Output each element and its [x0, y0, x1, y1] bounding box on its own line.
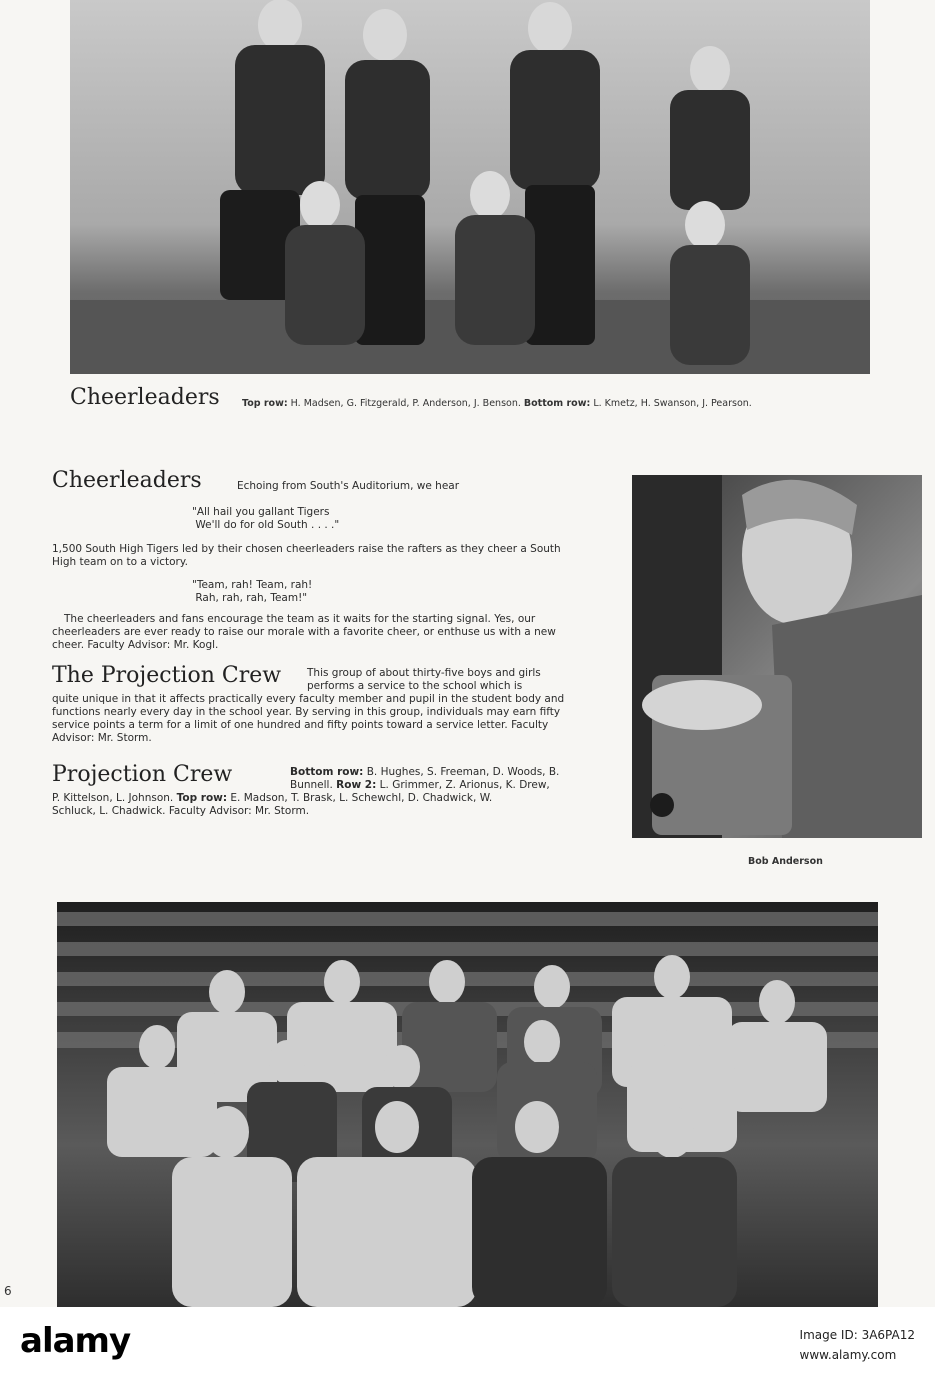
crew-caption-line2 [290, 779, 550, 792]
projection-article-heading: The Projection Crew [52, 663, 282, 688]
projectionist-figure [632, 475, 922, 838]
cheerleaders-figures [70, 0, 870, 374]
verse2-line2: Rah, rah, rah, Team!" [192, 592, 308, 604]
crew-caption-line3 [52, 792, 492, 805]
cheerleaders-para1: 1,500 South High Tigers led by their chosen cheerleaders raise the rafters as they cheer a South High team on to a victory. [52, 543, 561, 568]
crew-bottom-row-names: B. Hughes, S. Freeman, D. Woods, B. [366, 766, 560, 778]
footer-info [800, 1325, 915, 1365]
cheerleaders-photo [70, 0, 870, 374]
projection-crew-photo [57, 902, 878, 1307]
crew-line2-start: Bunnell. [290, 779, 333, 791]
bottom-row-label: Bottom row: [523, 398, 591, 409]
projection-text-line1: This group of about thirty-five boys and girls [307, 667, 541, 679]
crew-group-figures [57, 902, 878, 1307]
crew-top-row-names: E. Madson, T. Brask, L. Schewchl, D. Chadwick, W. [230, 792, 493, 804]
verse2-line1: "Team, rah! Team, rah! [192, 579, 313, 591]
cheerleaders-article-heading: Cheerleaders [52, 468, 202, 493]
cheerleaders-para2: The cheerleaders and fans encourage the team as it waits for the starting signal. Yes, our cheerleaders are ever ready to raise our morale with a favorite cheer, or enthuse us with a new cheer. Faculty Advisor: Mr. Kogl. [52, 613, 556, 651]
cheerleaders-caption-title: Cheerleaders [70, 385, 220, 410]
projection-crew-caption-heading: Projection Crew [52, 762, 233, 787]
top-row-names: H. Madsen, G. Fitzgerald, P. Anderson, J. Benson. [290, 398, 521, 409]
footer-banner [0, 1307, 935, 1390]
image-id-text: Image ID: 3A6PA12 [799, 1328, 915, 1342]
cheerleaders-caption-names [242, 398, 752, 409]
top-row-label: Top row: [242, 398, 288, 409]
cheer-verse-2 [192, 579, 312, 605]
bob-anderson-photo [632, 475, 922, 838]
crew-bottom-row-label: Bottom row: [290, 766, 364, 778]
bottom-row-names: L. Kmetz, H. Swanson, J. Pearson. [593, 398, 752, 409]
cheer-verse-1 [192, 506, 339, 532]
projection-text-line2: performs a service to the school which is [307, 680, 523, 692]
crew-row2-names: L. Grimmer, Z. Arionus, K. Drew, [379, 779, 550, 791]
site-url-text: www.alamy.com [799, 1348, 897, 1362]
crew-row2-label: Row 2: [336, 779, 377, 791]
crew-caption-line4: Schluck, L. Chadwick. Faculty Advisor: Mr. Storm. [52, 805, 310, 817]
crew-line3-start: P. Kittelson, L. Johnson. [52, 792, 174, 804]
verse1-line1: "All hail you gallant Tigers [192, 506, 330, 518]
bob-anderson-caption: Bob Anderson [748, 856, 823, 867]
projection-text-rest: quite unique in that it affects practically every faculty member and pupil in the student body and functions nearly every day in the school year. By serving in this group, individuals may earn fifty service points a term for a limit of one hundred and fifty points toward a service letter. Faculty Advisor: Mr. Storm. [52, 693, 565, 744]
crew-top-row-label: Top row: [176, 792, 228, 804]
alamy-logo: alamy [20, 1321, 131, 1361]
cheerleaders-intro: Echoing from South's Auditorium, we hear [237, 480, 460, 492]
crew-caption-line1 [290, 766, 559, 779]
verse1-line2: We'll do for old South . . . ." [192, 519, 340, 531]
page-number: 6 [4, 1284, 12, 1298]
